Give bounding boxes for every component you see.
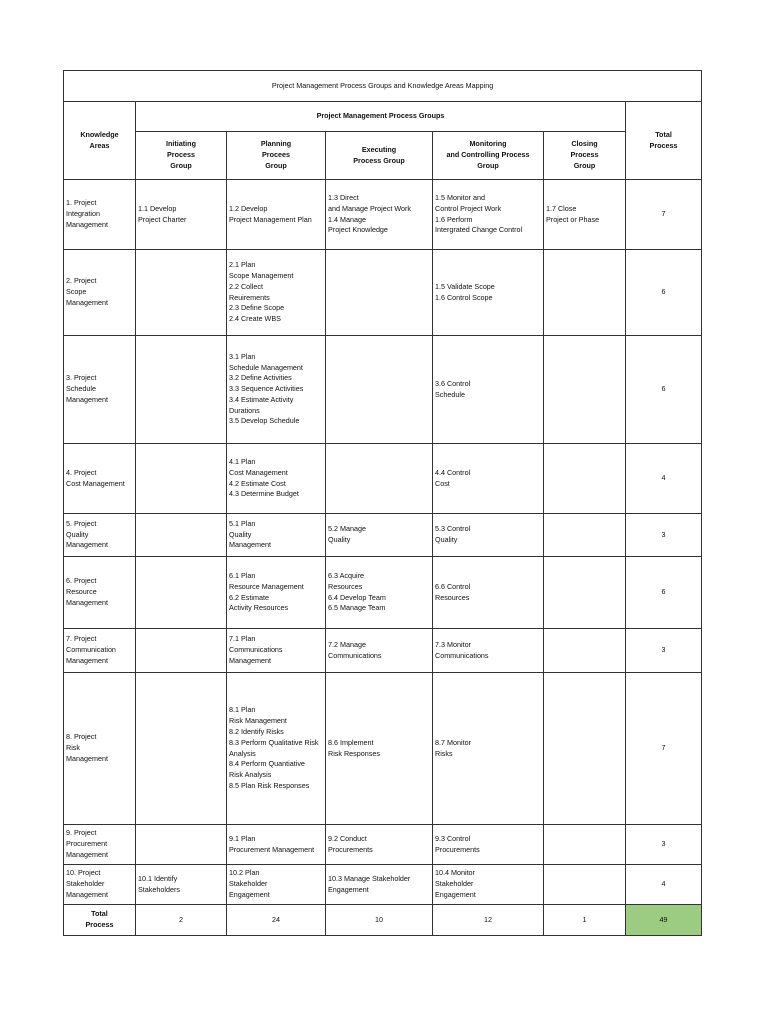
monitoring-cell: 10.4 Monitor Stakeholder Engagement	[433, 865, 544, 905]
row-total: 6	[626, 557, 702, 629]
initiating-cell	[136, 673, 227, 825]
executing-cell: 8.6 Implement Risk Responses	[326, 673, 433, 825]
table-row	[64, 557, 702, 629]
planning-cell: 2.1 Plan Scope Management 2.2 Collect Reuirements 2.3 Define Scope 2.4 Create WBS	[227, 250, 326, 336]
closing-cell	[544, 629, 626, 673]
closing-cell	[544, 444, 626, 514]
initiating-cell	[136, 514, 227, 557]
table-title: Project Management Process Groups and Knowledge Areas Mapping	[64, 71, 702, 102]
grand-total: 49	[626, 905, 702, 936]
table-row	[64, 825, 702, 865]
totals-row	[64, 905, 702, 936]
closing-cell: 1.7 Close Project or Phase	[544, 180, 626, 250]
closing-cell	[544, 865, 626, 905]
total-initiating: 2	[136, 905, 227, 936]
total-closing: 1	[544, 905, 626, 936]
row-total: 4	[626, 444, 702, 514]
total-executing: 10	[326, 905, 433, 936]
monitoring-cell: 9.3 Control Procurements	[433, 825, 544, 865]
area-cell: 9. Project Procurement Management	[64, 825, 136, 865]
header-knowledge-areas: Knowledge Areas	[64, 102, 136, 180]
total-monitoring: 12	[433, 905, 544, 936]
monitoring-cell: 3.6 Control Schedule	[433, 336, 544, 444]
header-total-process: Total Process	[626, 102, 702, 180]
executing-cell	[326, 336, 433, 444]
planning-cell: 1.2 Develop Project Management Plan	[227, 180, 326, 250]
table-row	[64, 336, 702, 444]
planning-cell: 3.1 Plan Schedule Management 3.2 Define Activities 3.3 Sequence Activities 3.4 Estimate Activity Durations 3.5 Develop Schedule	[227, 336, 326, 444]
header-monitoring: Monitoring and Controlling Process Group	[433, 132, 544, 180]
planning-cell: 8.1 Plan Risk Management 8.2 Identify Risks 8.3 Perform Qualitative Risk Analysis 8.4 Perform Quantiative Risk Analysis 8.5 Plan Risk Responses	[227, 673, 326, 825]
row-total: 7	[626, 180, 702, 250]
header-process-groups: Project Management Process Groups	[136, 102, 626, 132]
executing-cell: 10.3 Manage Stakeholder Engagement	[326, 865, 433, 905]
table-row	[64, 629, 702, 673]
planning-cell: 4.1 Plan Cost Management 4.2 Estimate Cost 4.3 Determine Budget	[227, 444, 326, 514]
area-cell: 10. Project Stakeholder Management	[64, 865, 136, 905]
area-cell: 7. Project Communication Management	[64, 629, 136, 673]
executing-cell	[326, 444, 433, 514]
totals-label: Total Process	[64, 905, 136, 936]
row-total: 3	[626, 825, 702, 865]
initiating-cell	[136, 825, 227, 865]
table-row	[64, 180, 702, 250]
initiating-cell	[136, 250, 227, 336]
row-total: 4	[626, 865, 702, 905]
planning-cell: 7.1 Plan Communications Management	[227, 629, 326, 673]
executing-cell	[326, 250, 433, 336]
closing-cell	[544, 514, 626, 557]
initiating-cell	[136, 629, 227, 673]
closing-cell	[544, 825, 626, 865]
monitoring-cell: 4.4 Control Cost	[433, 444, 544, 514]
area-cell: 6. Project Resource Management	[64, 557, 136, 629]
table-row	[64, 250, 702, 336]
area-cell: 1. Project Integration Management	[64, 180, 136, 250]
process-mapping-table	[63, 70, 702, 936]
area-cell: 3. Project Schedule Management	[64, 336, 136, 444]
row-total: 3	[626, 629, 702, 673]
initiating-cell	[136, 444, 227, 514]
header-executing: Executing Process Group	[326, 132, 433, 180]
row-total: 7	[626, 673, 702, 825]
initiating-cell	[136, 557, 227, 629]
initiating-cell	[136, 336, 227, 444]
table-row	[64, 865, 702, 905]
area-cell: 5. Project Quality Management	[64, 514, 136, 557]
closing-cell	[544, 673, 626, 825]
area-cell: 4. Project Cost Management	[64, 444, 136, 514]
monitoring-cell: 8.7 Monitor Risks	[433, 673, 544, 825]
total-planning: 24	[227, 905, 326, 936]
table-row	[64, 673, 702, 825]
area-cell: 8. Project Risk Management	[64, 673, 136, 825]
monitoring-cell: 1.5 Monitor and Control Project Work 1.6 Perform Intergrated Change Control	[433, 180, 544, 250]
executing-cell: 9.2 Conduct Procurements	[326, 825, 433, 865]
initiating-cell: 1.1 Develop Project Charter	[136, 180, 227, 250]
planning-cell: 5.1 Plan Quality Management	[227, 514, 326, 557]
header-initiating: Initiating Process Group	[136, 132, 227, 180]
executing-cell: 5.2 Manage Quality	[326, 514, 433, 557]
executing-cell: 6.3 Acquire Resources 6.4 Develop Team 6.5 Manage Team	[326, 557, 433, 629]
planning-cell: 6.1 Plan Resource Management 6.2 Estimate Activity Resources	[227, 557, 326, 629]
monitoring-cell: 6.6 Control Resources	[433, 557, 544, 629]
table-row	[64, 444, 702, 514]
monitoring-cell: 1.5 Validate Scope 1.6 Control Scope	[433, 250, 544, 336]
header-planning: Planning Procees Group	[227, 132, 326, 180]
initiating-cell: 10.1 Identify Stakeholders	[136, 865, 227, 905]
row-total: 6	[626, 336, 702, 444]
area-cell: 2. Project Scope Management	[64, 250, 136, 336]
closing-cell	[544, 336, 626, 444]
monitoring-cell: 7.3 Monitor Communications	[433, 629, 544, 673]
closing-cell	[544, 557, 626, 629]
planning-cell: 10.2 Plan Stakeholder Engagement	[227, 865, 326, 905]
monitoring-cell: 5.3 Control Quality	[433, 514, 544, 557]
row-total: 3	[626, 514, 702, 557]
executing-cell: 1.3 Direct and Manage Project Work 1.4 Manage Project Knowledge	[326, 180, 433, 250]
closing-cell	[544, 250, 626, 336]
header-closing: Closing Process Group	[544, 132, 626, 180]
planning-cell: 9.1 Plan Procurement Management	[227, 825, 326, 865]
table-row	[64, 514, 702, 557]
executing-cell: 7.2 Manage Communications	[326, 629, 433, 673]
row-total: 6	[626, 250, 702, 336]
